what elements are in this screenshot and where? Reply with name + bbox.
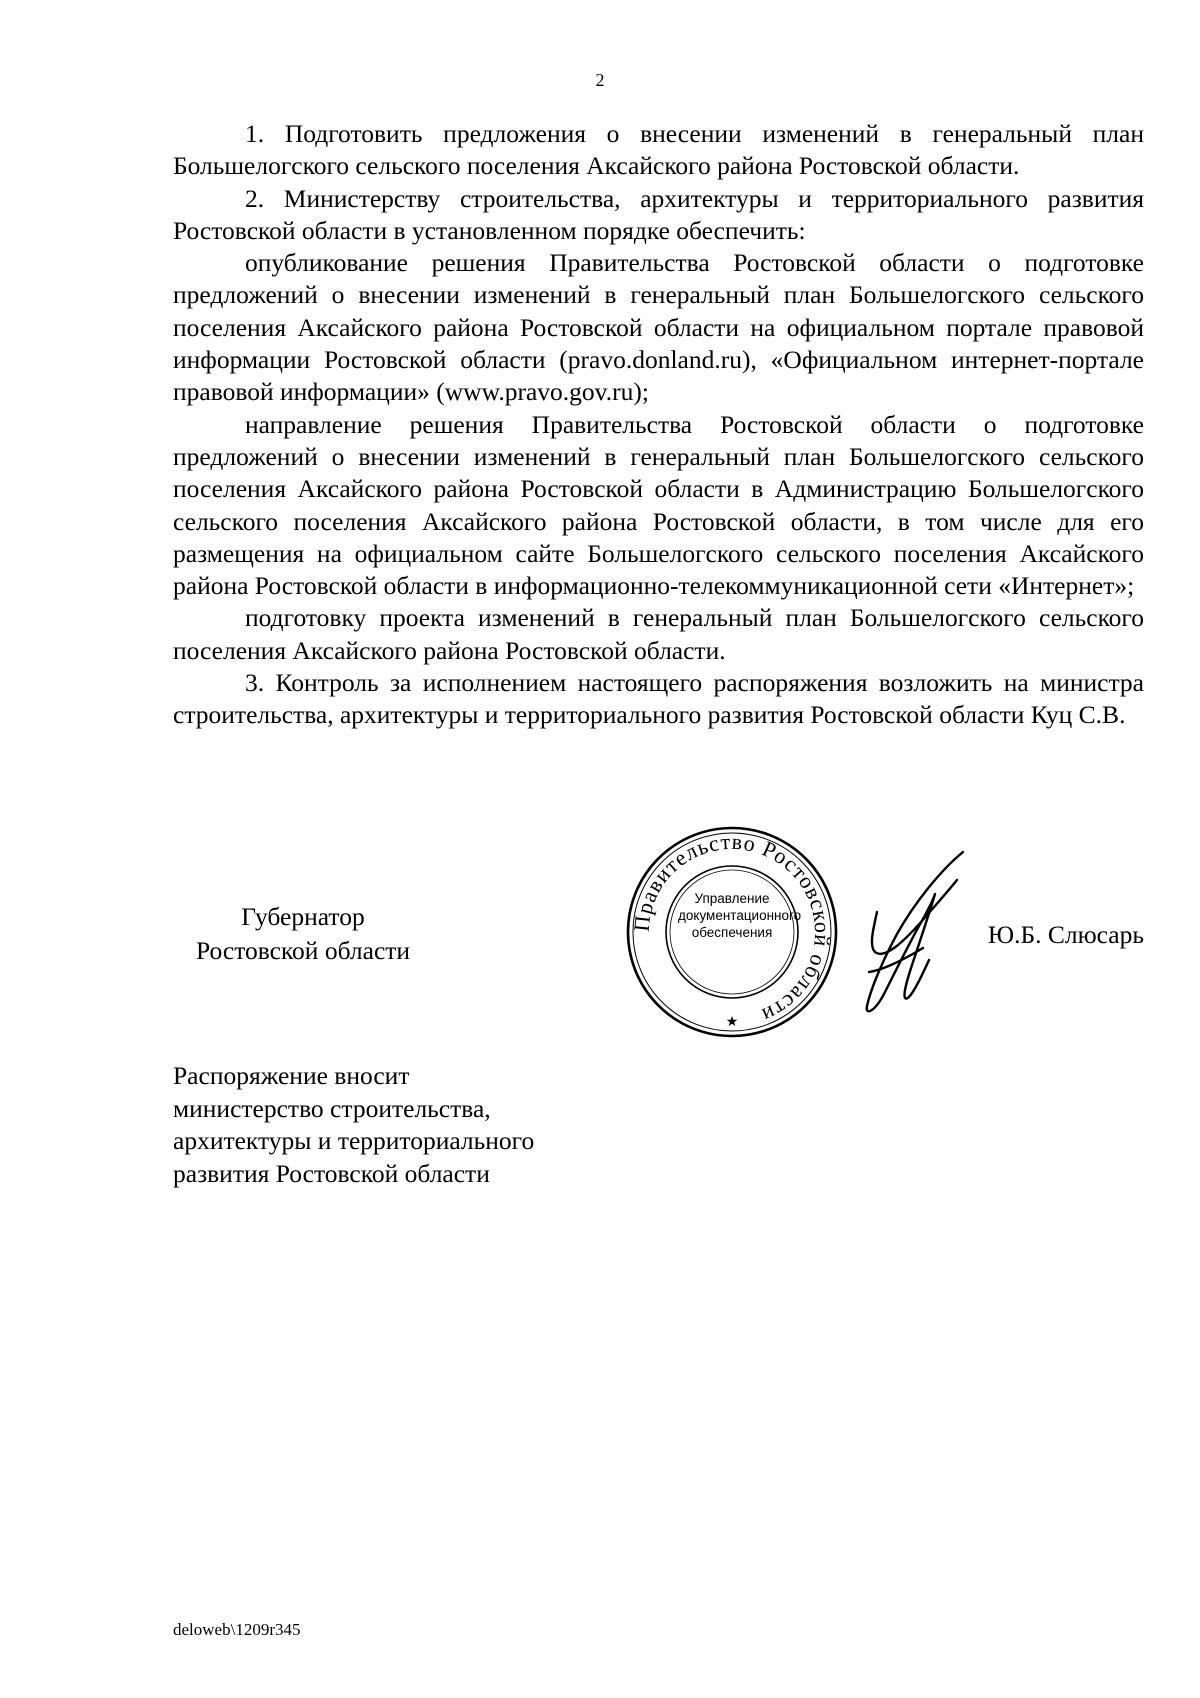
introduced-by-line: развития Ростовской области — [173, 1158, 490, 1188]
handwritten-signature — [845, 842, 985, 1022]
stamp-inner-text — [678, 890, 802, 974]
introduced-by-line: архитектуры и территориального — [173, 1126, 535, 1156]
stamp-inner-line: документационного — [678, 908, 802, 923]
stamp-outer-text: Правительство Ростовской области — [628, 828, 836, 1029]
signatory-title-line: Губернатор — [241, 902, 365, 931]
introduced-by-block — [173, 1060, 534, 1190]
paragraph-direction: направление решения Правительства Ростовской области о подготовке предложений о внесении изменений в генеральный план Большелогского сельского поселения Аксайского района Ростовской области в Администрацию Большелогского сельского поселения Аксайского района Ростовской области, в том числе для его размещения на официальном сайте Большелогского сельского поселения Аксайского района Ростовской области в информационно-телекоммуникационной сети «Интернет»; — [173, 409, 1144, 601]
paragraph-item-1: 1. Подготовить предложения о внесении изменений в генеральный план Большелогского сельского поселения Аксайского района Ростовской области. — [173, 119, 1144, 181]
page-number: 2 — [595, 70, 605, 90]
official-stamp — [622, 822, 842, 1042]
paragraph-preparation: подготовку проекта изменений в генеральный план Большелогского сельского поселения Аксайского района Ростовской области. — [173, 603, 1144, 665]
signatory-title — [173, 900, 433, 968]
stamp-inner-line: Управление — [694, 891, 770, 906]
paragraph-item-3: 3. Контроль за исполнением настоящего распоряжения возложить на министра строительства, архитектуры и территориального развития Ростовской области Куц С.В. — [173, 668, 1144, 730]
introduced-by-line: Распоряжение вносит — [173, 1061, 410, 1090]
paragraph-publication: опубликование решения Правительства Ростовской области о подготовке предложений о внесении изменений в генеральный план Большелогского сельского поселения Аксайского района Ростовской области на официальном портале правовой информации Ростовской области (pravo.donland.ru), «Официальном интернет-портале правовой информации» (www.pravo.gov.ru); — [173, 248, 1144, 407]
stamp-star-icon: ★ — [725, 1014, 739, 1030]
introduced-by-line: министерство строительства, — [173, 1093, 491, 1123]
document-code: deloweb\1209r345 — [173, 1620, 301, 1639]
stamp-inner-line: обеспечения — [691, 925, 773, 940]
signatory-name: Ю.Б. Слюсарь — [987, 920, 1144, 949]
signatory-title-line: Ростовской области — [195, 936, 411, 965]
document-body — [173, 118, 1144, 732]
paragraph-item-2: 2. Министерству строительства, архитектуры и территориального развития Ростовской области в установленном порядке обеспечить: — [173, 183, 1144, 245]
